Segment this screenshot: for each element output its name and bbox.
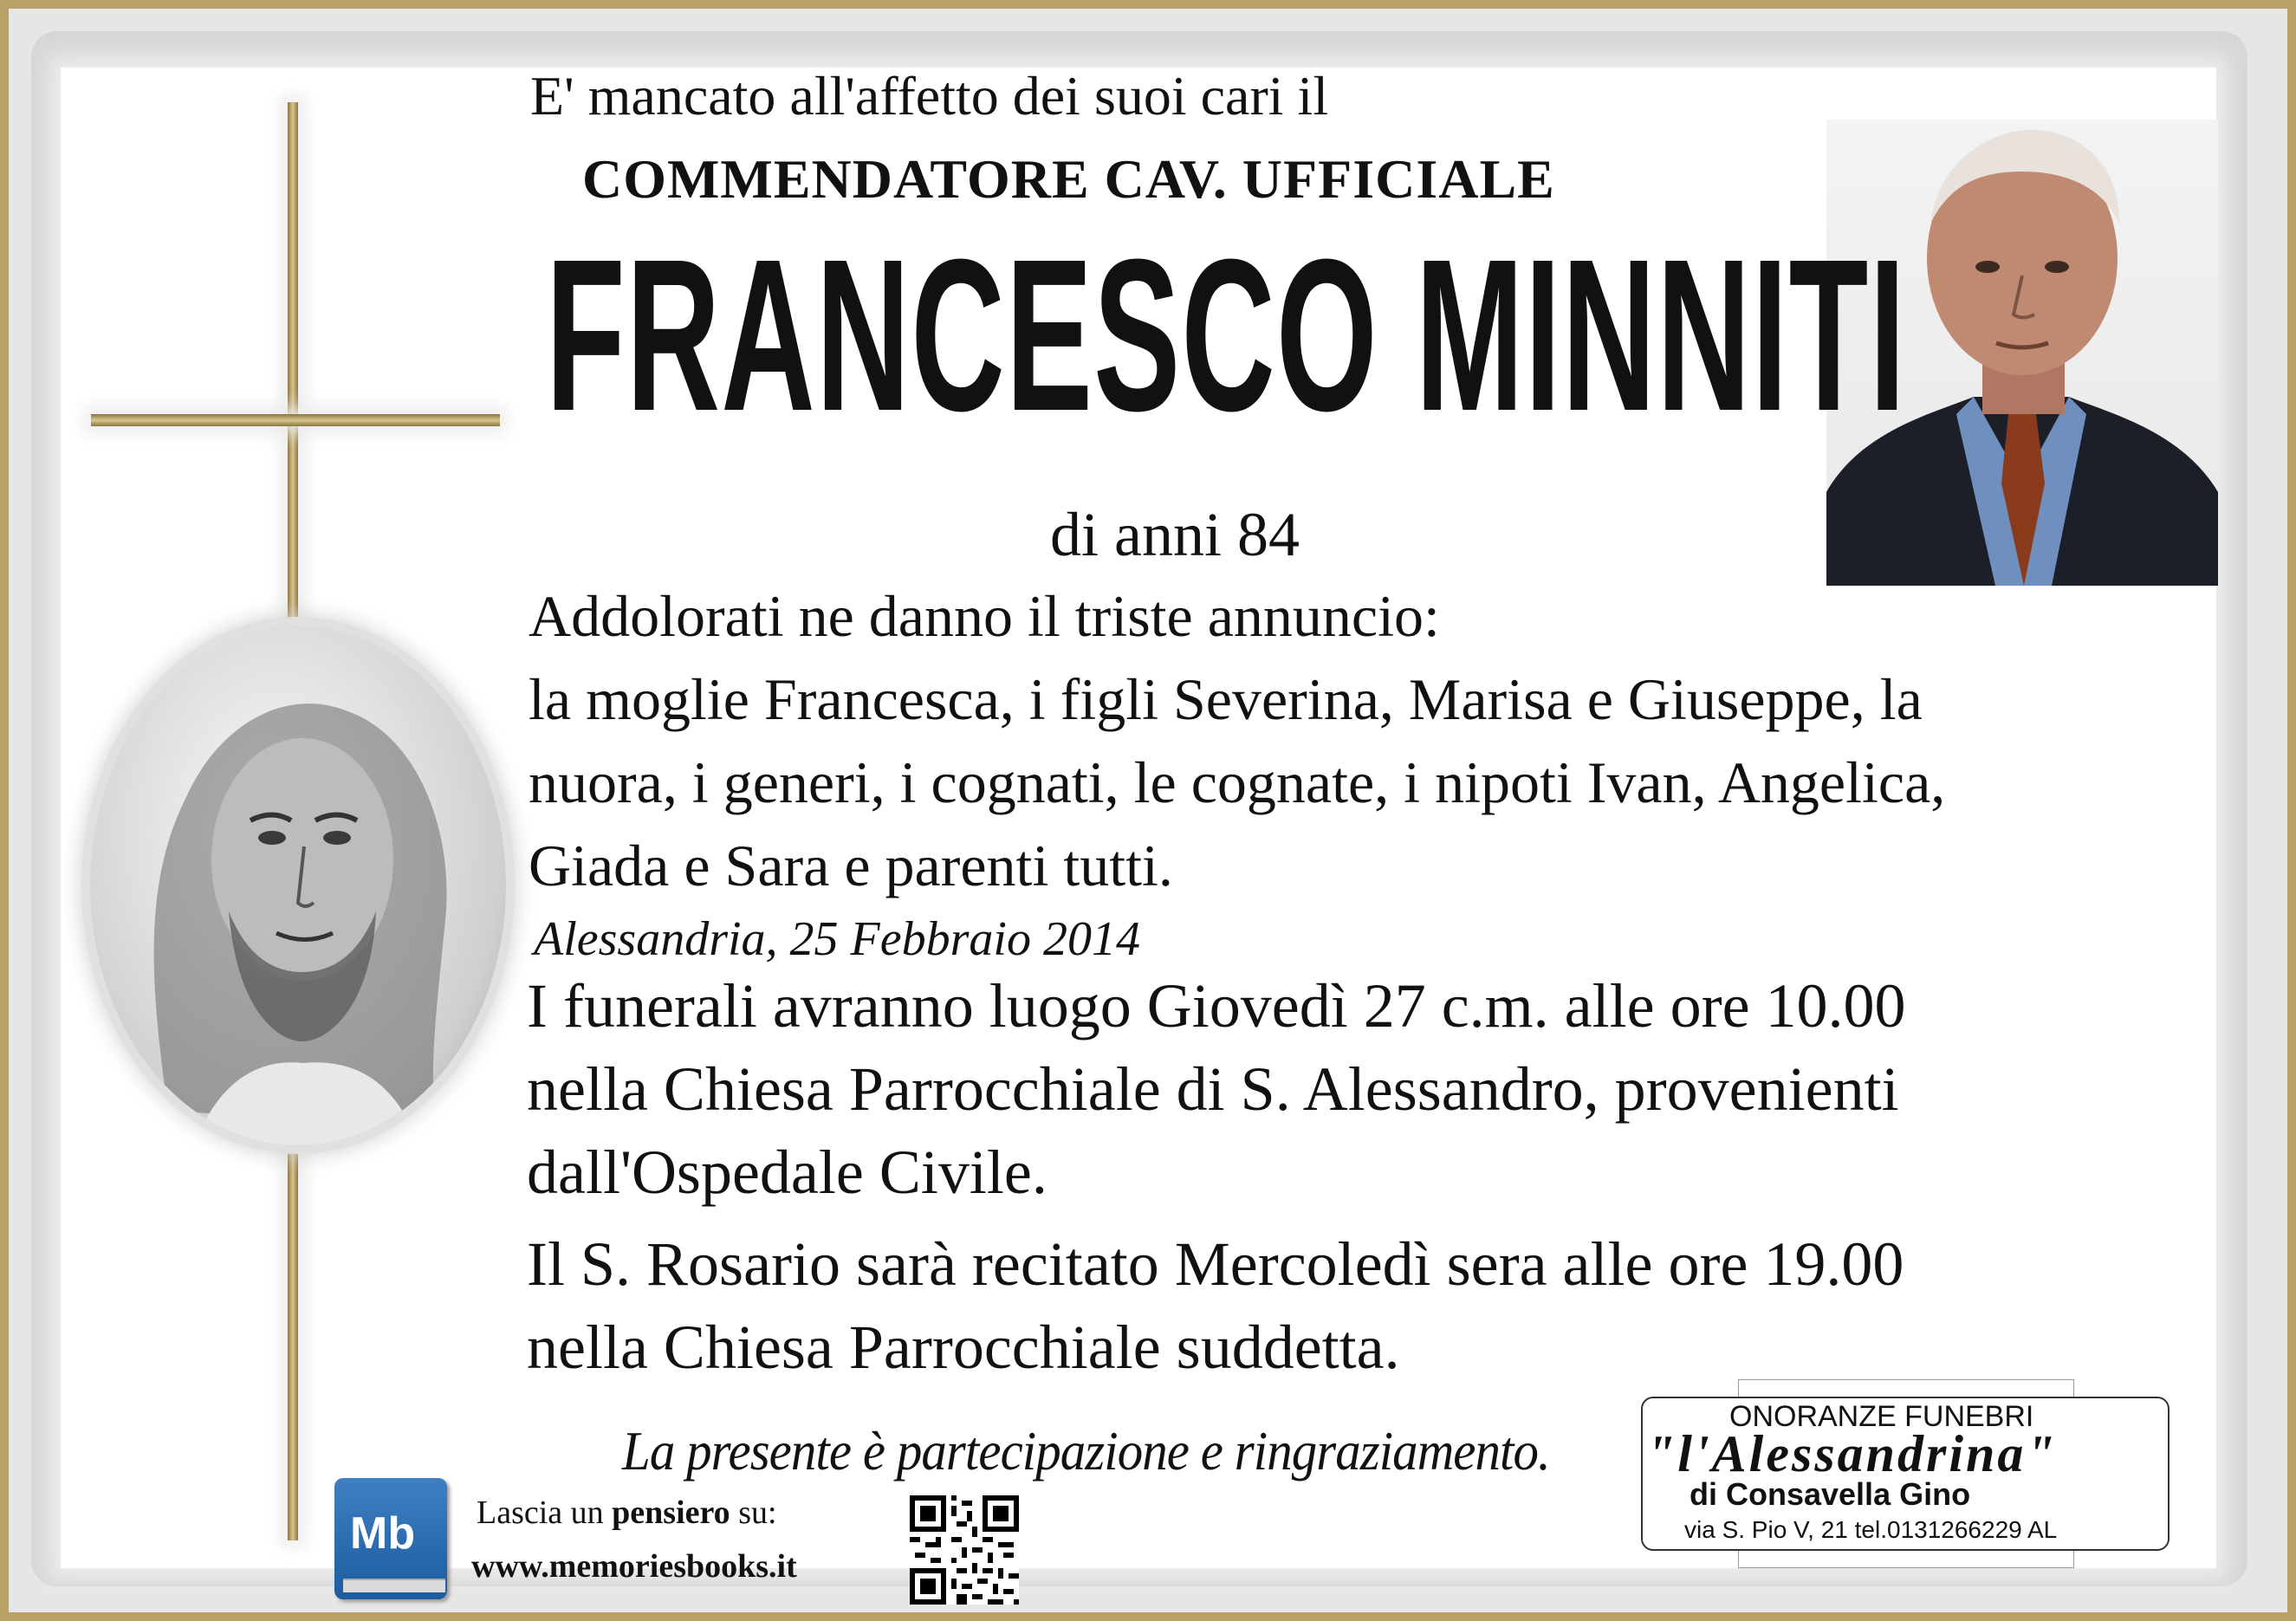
funeral-line: nella Chiesa Parrocchiale di S. Alessandro, provenienti xyxy=(527,1054,1899,1124)
funeral-home-name: "l'Alessandrina" xyxy=(1646,1425,2058,1482)
announcement-line: Addolorati ne danno il triste annuncio: xyxy=(529,583,1440,649)
deceased-age: di anni 84 xyxy=(1050,500,1300,569)
memories-url[interactable]: www.memoriesbooks.it xyxy=(471,1548,797,1585)
funeral-home-label: ONORANZE FUNEBRI xyxy=(1729,1400,2034,1433)
deceased-name: FRANCESCO MINNITI xyxy=(546,214,1907,456)
honorific-title: COMMENDATORE CAV. UFFICIALE xyxy=(582,148,1555,210)
funeral-line: dall'Ospedale Civile. xyxy=(527,1138,1047,1207)
funeral-line: I funerali avranno luogo Giovedì 27 c.m. alle ore 10.00 xyxy=(527,971,1906,1041)
logo-text: Mb xyxy=(350,1508,416,1559)
invite-bold: pensiero xyxy=(612,1495,730,1531)
rosary-line: Il S. Rosario sarà recitato Mercoledì sera alle ore 19.00 xyxy=(527,1229,1904,1299)
rosary-line: nella Chiesa Parrocchiale suddetta. xyxy=(527,1313,1400,1382)
announcement-line: nuora, i generi, i cognati, le cognate, i nipoti Ivan, Angelica, xyxy=(529,749,1946,815)
cross-icon-horizontal xyxy=(91,414,500,426)
religious-medallion-image xyxy=(90,626,506,1145)
book-pages-icon xyxy=(343,1579,445,1592)
thanks-line: La presente è partecipazione e ringraziamento. xyxy=(622,1420,1550,1482)
funeral-home-address: via S. Pio V, 21 tel.0131266229 AL xyxy=(1684,1516,2058,1543)
invite-prefix: Lascia un xyxy=(477,1495,613,1531)
memories-invite xyxy=(477,1494,777,1532)
memoriesbooks-logo[interactable] xyxy=(334,1478,447,1599)
funeral-home-owner: di Consavella Gino xyxy=(1690,1476,1971,1512)
christ-portrait-icon xyxy=(90,626,506,1145)
announcement-line: Giada e Sara e parenti tutti. xyxy=(529,833,1173,898)
qr-code-icon[interactable] xyxy=(910,1495,1019,1605)
intro-line: E' mancato all'affetto dei suoi cari il xyxy=(530,65,1329,126)
place-date: Alessandria, 25 Febbraio 2014 xyxy=(534,912,1140,966)
announcement-line: la moglie Francesca, i figli Severina, Marisa e Giuseppe, la xyxy=(529,666,1923,732)
invite-suffix: su: xyxy=(730,1495,777,1531)
